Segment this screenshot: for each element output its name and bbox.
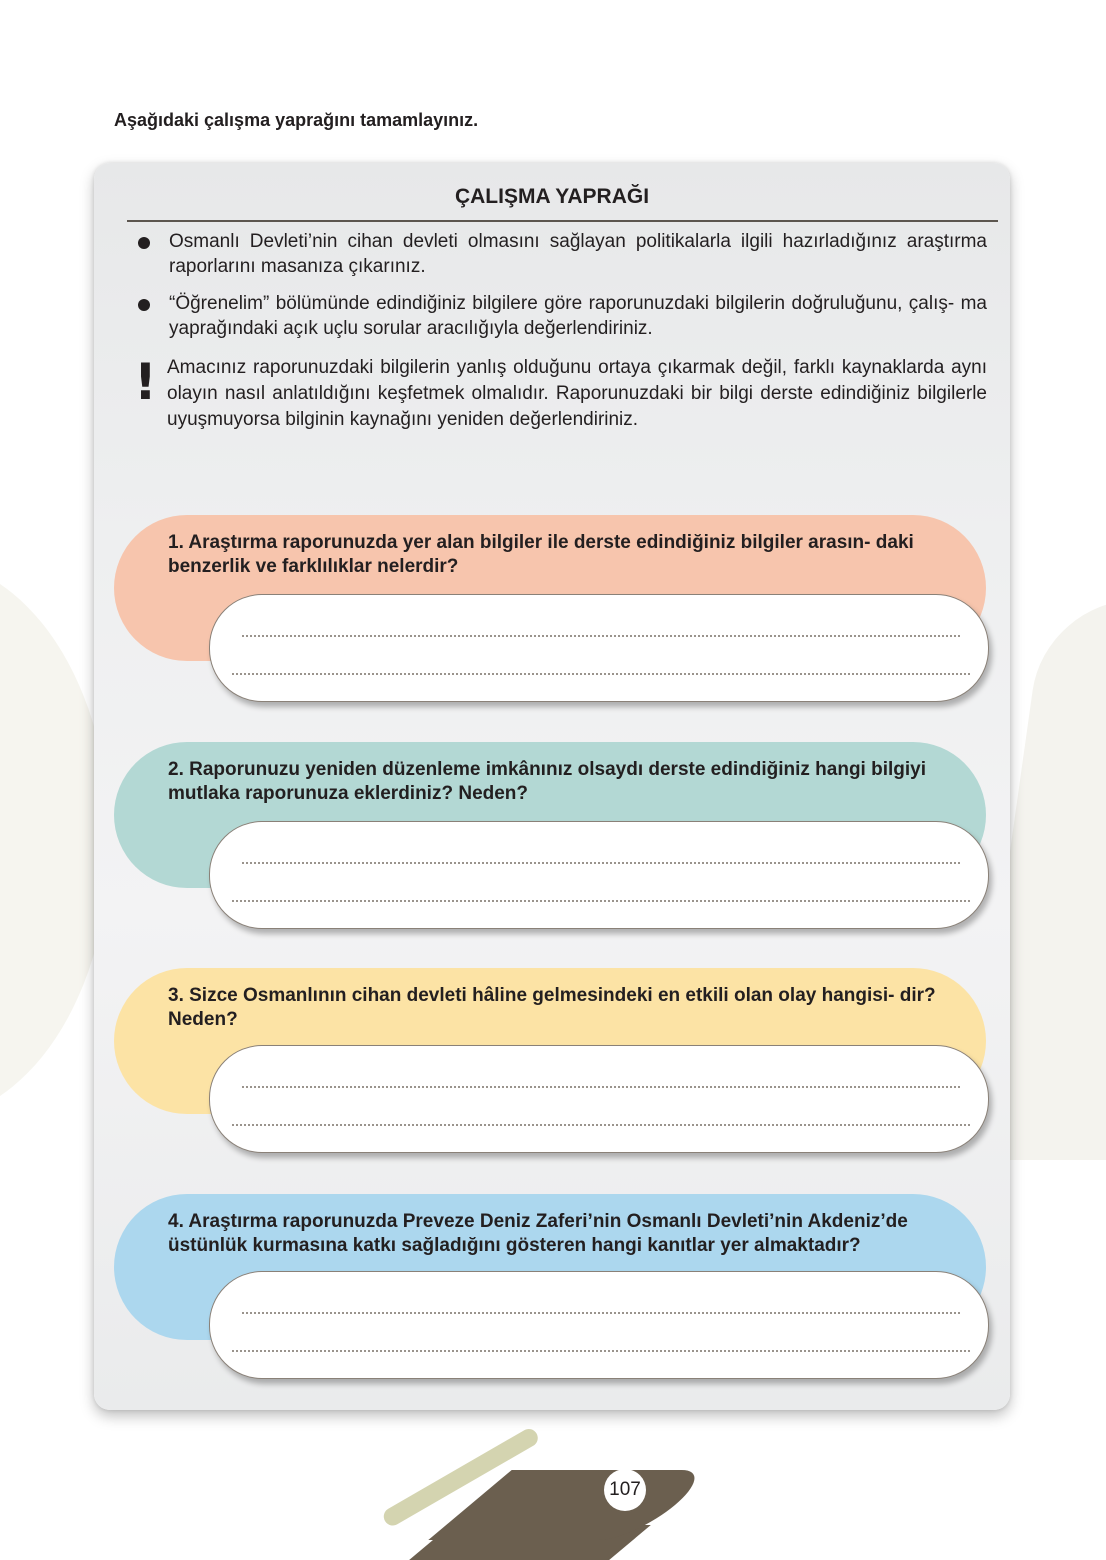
answer-field-4[interactable]: [209, 1271, 989, 1379]
answer-field-3[interactable]: [209, 1045, 989, 1153]
answer-line: [232, 1350, 970, 1352]
answer-field-2[interactable]: [209, 821, 989, 929]
instruction-text: Aşağıdaki çalışma yaprağını tamamlayınız.: [114, 110, 479, 130]
warning-note: Amacınız raporunuzdaki bilgilerin yanlış olduğunu ortaya çıkarmak değil, farklı kaynaklarda aynı olayın nasıl anlatıldığını keşfetmek olmalıdır. Raporunuzdaki bir bilgi derste edindiğiniz bilgilerle uyuşmuyorsa bilginin kaynağını yeniden değerlendiriniz.: [167, 357, 987, 430]
question-text: 3. Sizce Osmanlının cihan devleti hâline gelmesindeki en etkili olan olay hangisi- dir? Neden?: [168, 985, 936, 1030]
answer-line: [232, 1124, 970, 1126]
answer-line: [242, 635, 960, 637]
worksheet-panel: [94, 163, 1010, 1410]
bullet-icon: [138, 299, 150, 311]
question-text: 1. Araştırma raporunuzda yer alan bilgiler ile derste edindiğiniz bilgiler arasın- daki benzerlik ve farklılıklar nelerdir?: [168, 532, 914, 577]
question-text: 2. Raporunuzu yeniden düzenleme imkânınız olsaydı derste edindiğiniz hangi bilgiyi mutlaka raporunuza eklerdiniz? Neden?: [168, 759, 927, 804]
answer-line: [242, 862, 960, 864]
answer-line: [232, 900, 970, 902]
answer-line: [242, 1086, 960, 1088]
bullet-icon: [138, 237, 150, 249]
question-text: 4. Araştırma raporunuzda Preveze Deniz Zaferi’nin Osmanlı Devleti’nin Akdeniz’de üstünlük kurmasına katkı sağladığını gösteren hangi kanıtlar yer almaktadır?: [168, 1211, 908, 1256]
title-divider: [127, 220, 998, 222]
exclamation-icon: !: [134, 353, 157, 411]
bullet-item-1: Osmanlı Devleti’nin cihan devleti olmasını sağlayan politikalarla ilgili hazırladığınız araştırma raporlarını masanıza çıkarınız.: [169, 231, 987, 277]
answer-field-1[interactable]: [209, 594, 989, 702]
bullet-item-2: “Öğrenelim” bölümünde edindiğiniz bilgilere göre raporunuzdaki bilgilerin doğruluğunu, çalış- ma yaprağındaki açık uçlu sorular aracılığıyla değerlendiriniz.: [169, 293, 987, 339]
worksheet-title: ÇALIŞMA YAPRAĞI: [454, 185, 650, 208]
answer-line: [242, 1312, 960, 1314]
answer-line: [232, 673, 970, 675]
page-number: 107: [604, 1469, 646, 1511]
